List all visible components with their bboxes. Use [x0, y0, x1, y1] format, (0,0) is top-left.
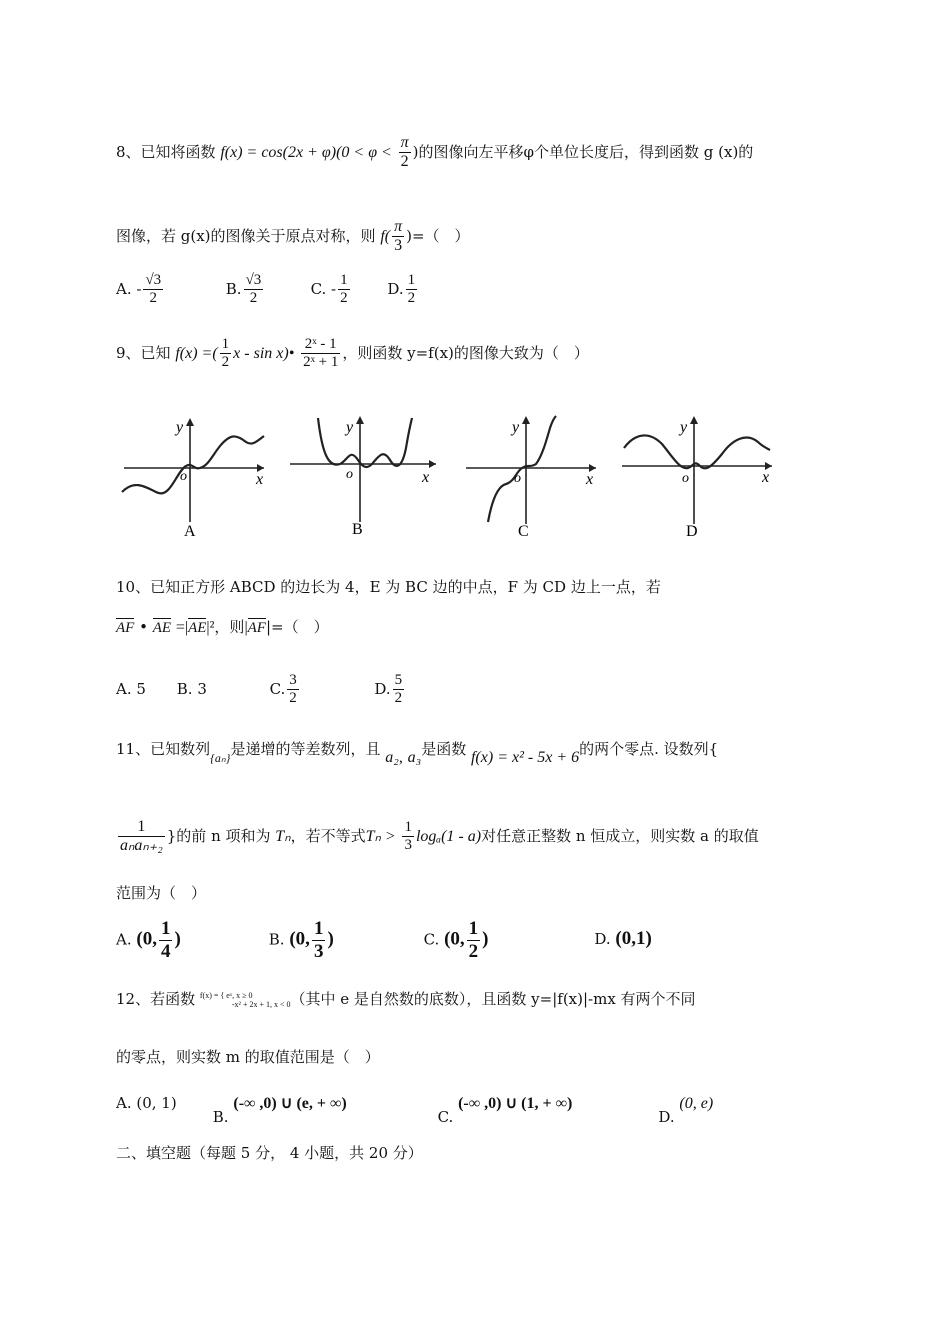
q12-option-d[interactable]: D. (0, e)	[658, 1095, 714, 1126]
q8-line2: 图像，若 g(x)的图像关于原点对称，则 f( $\frac{\pi}{3}$ )=（ ）	[116, 218, 470, 255]
q11-line1: 11、已知数列$_{\{a_n\}}$是递增的等差数列，且 a₂, a₃是函数 f(x) = x² - 5x + 6的两个零点. 设数列{	[116, 740, 719, 766]
q11-line3: 范围为（ ）	[116, 884, 207, 902]
q8-options	[116, 272, 419, 308]
q12-piecewise: f(x) = { eˣ, x ≥ 0 -x² + 2x + 1, x < 0	[199, 991, 291, 1009]
q10-options	[116, 672, 406, 708]
graph-b[interactable]	[290, 416, 436, 538]
graph-c[interactable]	[466, 416, 596, 540]
graph-a[interactable]	[122, 418, 264, 540]
q10-line2: AF • AE =|AE|²，则|AF|=（ ）	[116, 618, 329, 636]
q8-option-b[interactable]: B. $\frac{√3}{2}$	[225, 272, 262, 307]
q8-option-c[interactable]: C. - $\frac{1}{2}$	[310, 272, 348, 307]
q10-option-c[interactable]: C. $\frac{3}{2}$	[269, 672, 297, 707]
section2-heading: 二、填空题（每题 5 分， 4 小题，共 20 分）	[116, 1144, 423, 1162]
q9-frac2: $\frac{\text{2ˣ - 1}}{\text{2ˣ + 1}}$	[303, 336, 339, 371]
svg-text:x: x	[586, 471, 594, 488]
svg-text:x: x	[256, 471, 264, 488]
svg-text:x: x	[422, 469, 430, 486]
q8-frac: $\frac{\pi}{2}$	[400, 134, 409, 171]
svg-text:o: o	[346, 467, 353, 482]
q10-option-d[interactable]: D. $\frac{5}{2}$	[374, 672, 403, 707]
q12-option-c[interactable]: C. (-∞ ,0) ∪ (1, + ∞)	[437, 1095, 573, 1126]
graph-d[interactable]	[622, 416, 772, 540]
svg-text:y: y	[680, 419, 688, 436]
q11-option-b[interactable]: B. (0, $\frac{1}{3}$ )	[268, 918, 334, 962]
svg-text:y: y	[176, 419, 184, 436]
q12-option-a[interactable]: A. (0, 1)	[116, 1094, 177, 1112]
q11-line2: $\frac{1}{\text{aₙaₙ₊₂}}$ }的前 n 项和为 Tₙ，若不等式Tₙ > $\frac{1}{3}$ logₐ(1 - a)对任意正整数 n 恒成立，则实数 a 的取值	[120, 818, 759, 855]
q9-line: 9、已知 f(x) =( $\frac{1}{2}$ x - sin x)• $\frac{\text{2ˣ - 1}}{\text{2ˣ + 1}}$ ，则函数 y=f(x)的图像大致为（ ）	[116, 336, 589, 371]
q8-option-d[interactable]: D. $\frac{1}{2}$	[387, 272, 416, 307]
q12-option-b[interactable]: B. (-∞ ,0) ∪ (e, + ∞)	[212, 1095, 347, 1126]
q11-options	[116, 918, 652, 963]
svg-text:y: y	[346, 419, 354, 436]
q10-line1: 10、已知正方形 ABCD 的边长为 4，E 为 BC 边的中点，F 为 CD 边上一点，若	[116, 578, 661, 596]
q12-line2: 的零点，则实数 m 的取值范围是（ ）	[116, 1048, 380, 1066]
svg-text:C: C	[518, 523, 529, 540]
svg-text:x: x	[762, 469, 770, 486]
q11-option-a[interactable]: A. (0, $\frac{1}{4}$ )	[116, 918, 181, 962]
q11-option-d[interactable]: D. (0,1)	[594, 928, 652, 950]
svg-text:D: D	[686, 523, 698, 540]
q12-options	[116, 1080, 714, 1126]
q8-line1: 8、已知将函数 f(x) = cos(2x + φ)(0 < φ < $\frac{\pi}{2}$ )的图像向左平移φ个单位长度后，得到函数 g (x)的	[116, 134, 754, 171]
q12-line1: 12、若函数 f(x) = { eˣ, x ≥ 0 -x² + 2x + 1, x < 0 （其中 e 是自然数的底数），且函数 y=|f(x)|-mx 有两个不同	[116, 990, 696, 1009]
svg-text:B: B	[352, 521, 363, 538]
q10-option-a[interactable]: A. 5	[116, 679, 146, 698]
q11-option-c[interactable]: C. (0, $\frac{1}{2}$ )	[423, 918, 489, 962]
svg-text:y: y	[512, 419, 520, 436]
q8-option-a[interactable]: A. - $\frac{√3}{2}$	[116, 272, 162, 307]
svg-text:o: o	[514, 471, 521, 486]
svg-text:o: o	[682, 471, 689, 486]
svg-text:o: o	[180, 469, 187, 484]
q9-graphs	[116, 412, 786, 542]
svg-text:A: A	[184, 523, 196, 540]
q10-option-b[interactable]: B. 3	[176, 679, 207, 698]
